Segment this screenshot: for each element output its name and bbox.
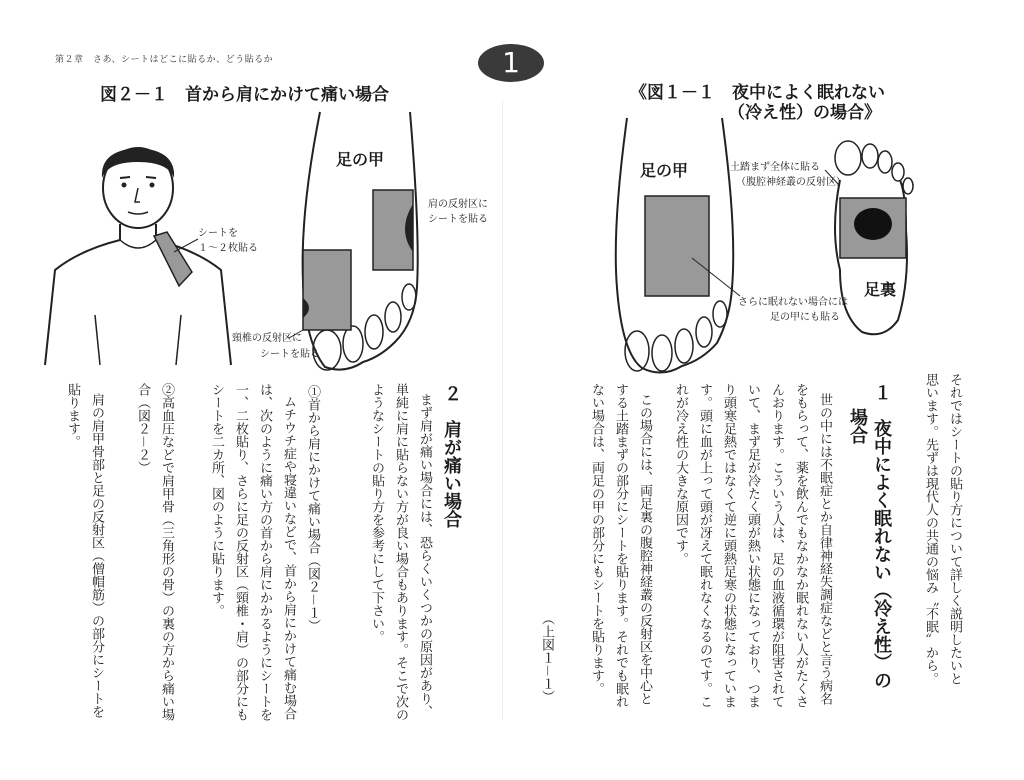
left-column: 肩の肩甲骨部と足の反射区（僧帽筋）の部分にシートを bbox=[89, 393, 104, 718]
neck-zone-label-2: シートを貼る bbox=[260, 349, 320, 360]
left-foot-top-label: 足の甲 bbox=[336, 150, 385, 169]
left-column: ようなシートの貼り方を参考にして下さい。 bbox=[369, 383, 384, 643]
left-column: ムチウチ症や寝違いなどで、首から肩にかけて痛む場合 bbox=[281, 395, 296, 720]
left-section-heading: ２ 肩が痛い場合 bbox=[441, 384, 462, 528]
left-column: まず肩が痛い場合には、恐らくいくつかの原因があり、 bbox=[417, 393, 432, 718]
left-column: 合（図２－２） bbox=[135, 383, 150, 475]
left-column: ②高血圧などで肩甲骨（三角形の骨）の裏の方から痛い場 bbox=[159, 383, 174, 721]
right-column: す。頭に血が上って頭が冴えて眠れなくなるのです。こ bbox=[697, 383, 712, 708]
right-column: り頭寒足熱ではなくて逆に頭熱足寒の状態になっていま bbox=[721, 383, 736, 708]
left-column: シートを二カ所、図のように貼ります。 bbox=[209, 383, 224, 617]
right-column: 世の中には不眠症とか自律神経失調症などと言う病名 bbox=[817, 393, 832, 705]
also-label-2: 足の甲にも貼る bbox=[770, 312, 840, 323]
left-column: ①首から肩にかけて痛い場合（図２－１） bbox=[305, 385, 320, 633]
page-badge: 1 bbox=[478, 44, 544, 82]
neck-zone-label-1: 頸椎の反射区に bbox=[232, 333, 302, 344]
shoulder-zone-label-1: 肩の反射区に bbox=[428, 199, 488, 210]
chapter-header: 第２章 さあ、シートはどこに貼るか、どう貼るか bbox=[55, 55, 274, 65]
right-column: れが冷え性の大きな原因です。 bbox=[673, 383, 688, 565]
right-column: をもらって、薬を飲んでもなかなか眠れない人がたくさ bbox=[793, 383, 808, 708]
page-divider bbox=[502, 100, 503, 720]
left-column: 一、二枚貼り、さらに足の反射区（頸椎・肩）の部分にも bbox=[233, 383, 248, 721]
right-foot-top-label: 足の甲 bbox=[640, 161, 689, 180]
right-column: （上図１－１） bbox=[539, 612, 554, 704]
right-column: 思います。先ずは現代人の共通の悩み〝不眠〟から。 bbox=[923, 373, 938, 685]
right-section-heading: 場合 bbox=[847, 408, 868, 444]
shoulder-zone-label-2: シートを貼る bbox=[428, 214, 488, 225]
right-column: んおります。こういう人は、足の血液循環が阻害されて bbox=[769, 383, 784, 708]
sheet-label-1: シートを bbox=[198, 228, 238, 239]
right-section-heading: １ 夜中によく眠れない（冷え性）の bbox=[871, 383, 892, 689]
left-column: は、次のように痛い方の首から肩にかかるようにシートを bbox=[257, 383, 272, 721]
whole-label-1: 土踏まず全体に貼る bbox=[730, 162, 820, 173]
sole-label: 足裏 bbox=[864, 280, 897, 299]
right-foot-top-illustration bbox=[612, 118, 742, 378]
right-figure-title-1: 《図１－１ 夜中によく眠れない bbox=[630, 83, 885, 103]
right-column: この場合には、両足裏の腹腔神経叢の反射区を中心と bbox=[637, 393, 652, 705]
sheet-label-2: １～２枚貼る bbox=[198, 243, 258, 254]
left-column: 単純に肩に貼らない方が良い場合もあります。そこで次の bbox=[393, 383, 408, 721]
right-column: それではシートの貼り方について詳しく説明したいと bbox=[947, 373, 962, 685]
right-column: いて、まず足が冷たく頭が熱い状態になっており、つま bbox=[745, 383, 760, 708]
also-label-1: さらに眠れない場合には bbox=[738, 297, 848, 308]
left-figure-title: 図２－１ 首から肩にかけて痛い場合 bbox=[100, 85, 389, 105]
right-column: する土踏まずの部分にシートを貼ります。それでも眠れ bbox=[613, 383, 628, 708]
whole-label-2: （腹腔神経叢の反射区） bbox=[736, 177, 846, 188]
right-column: ない場合は、両足の甲の部分にもシートを貼ります。 bbox=[589, 383, 604, 695]
left-column: 貼ります。 bbox=[65, 383, 80, 448]
right-figure-title-2: （冷え性）の場合》 bbox=[728, 103, 881, 123]
